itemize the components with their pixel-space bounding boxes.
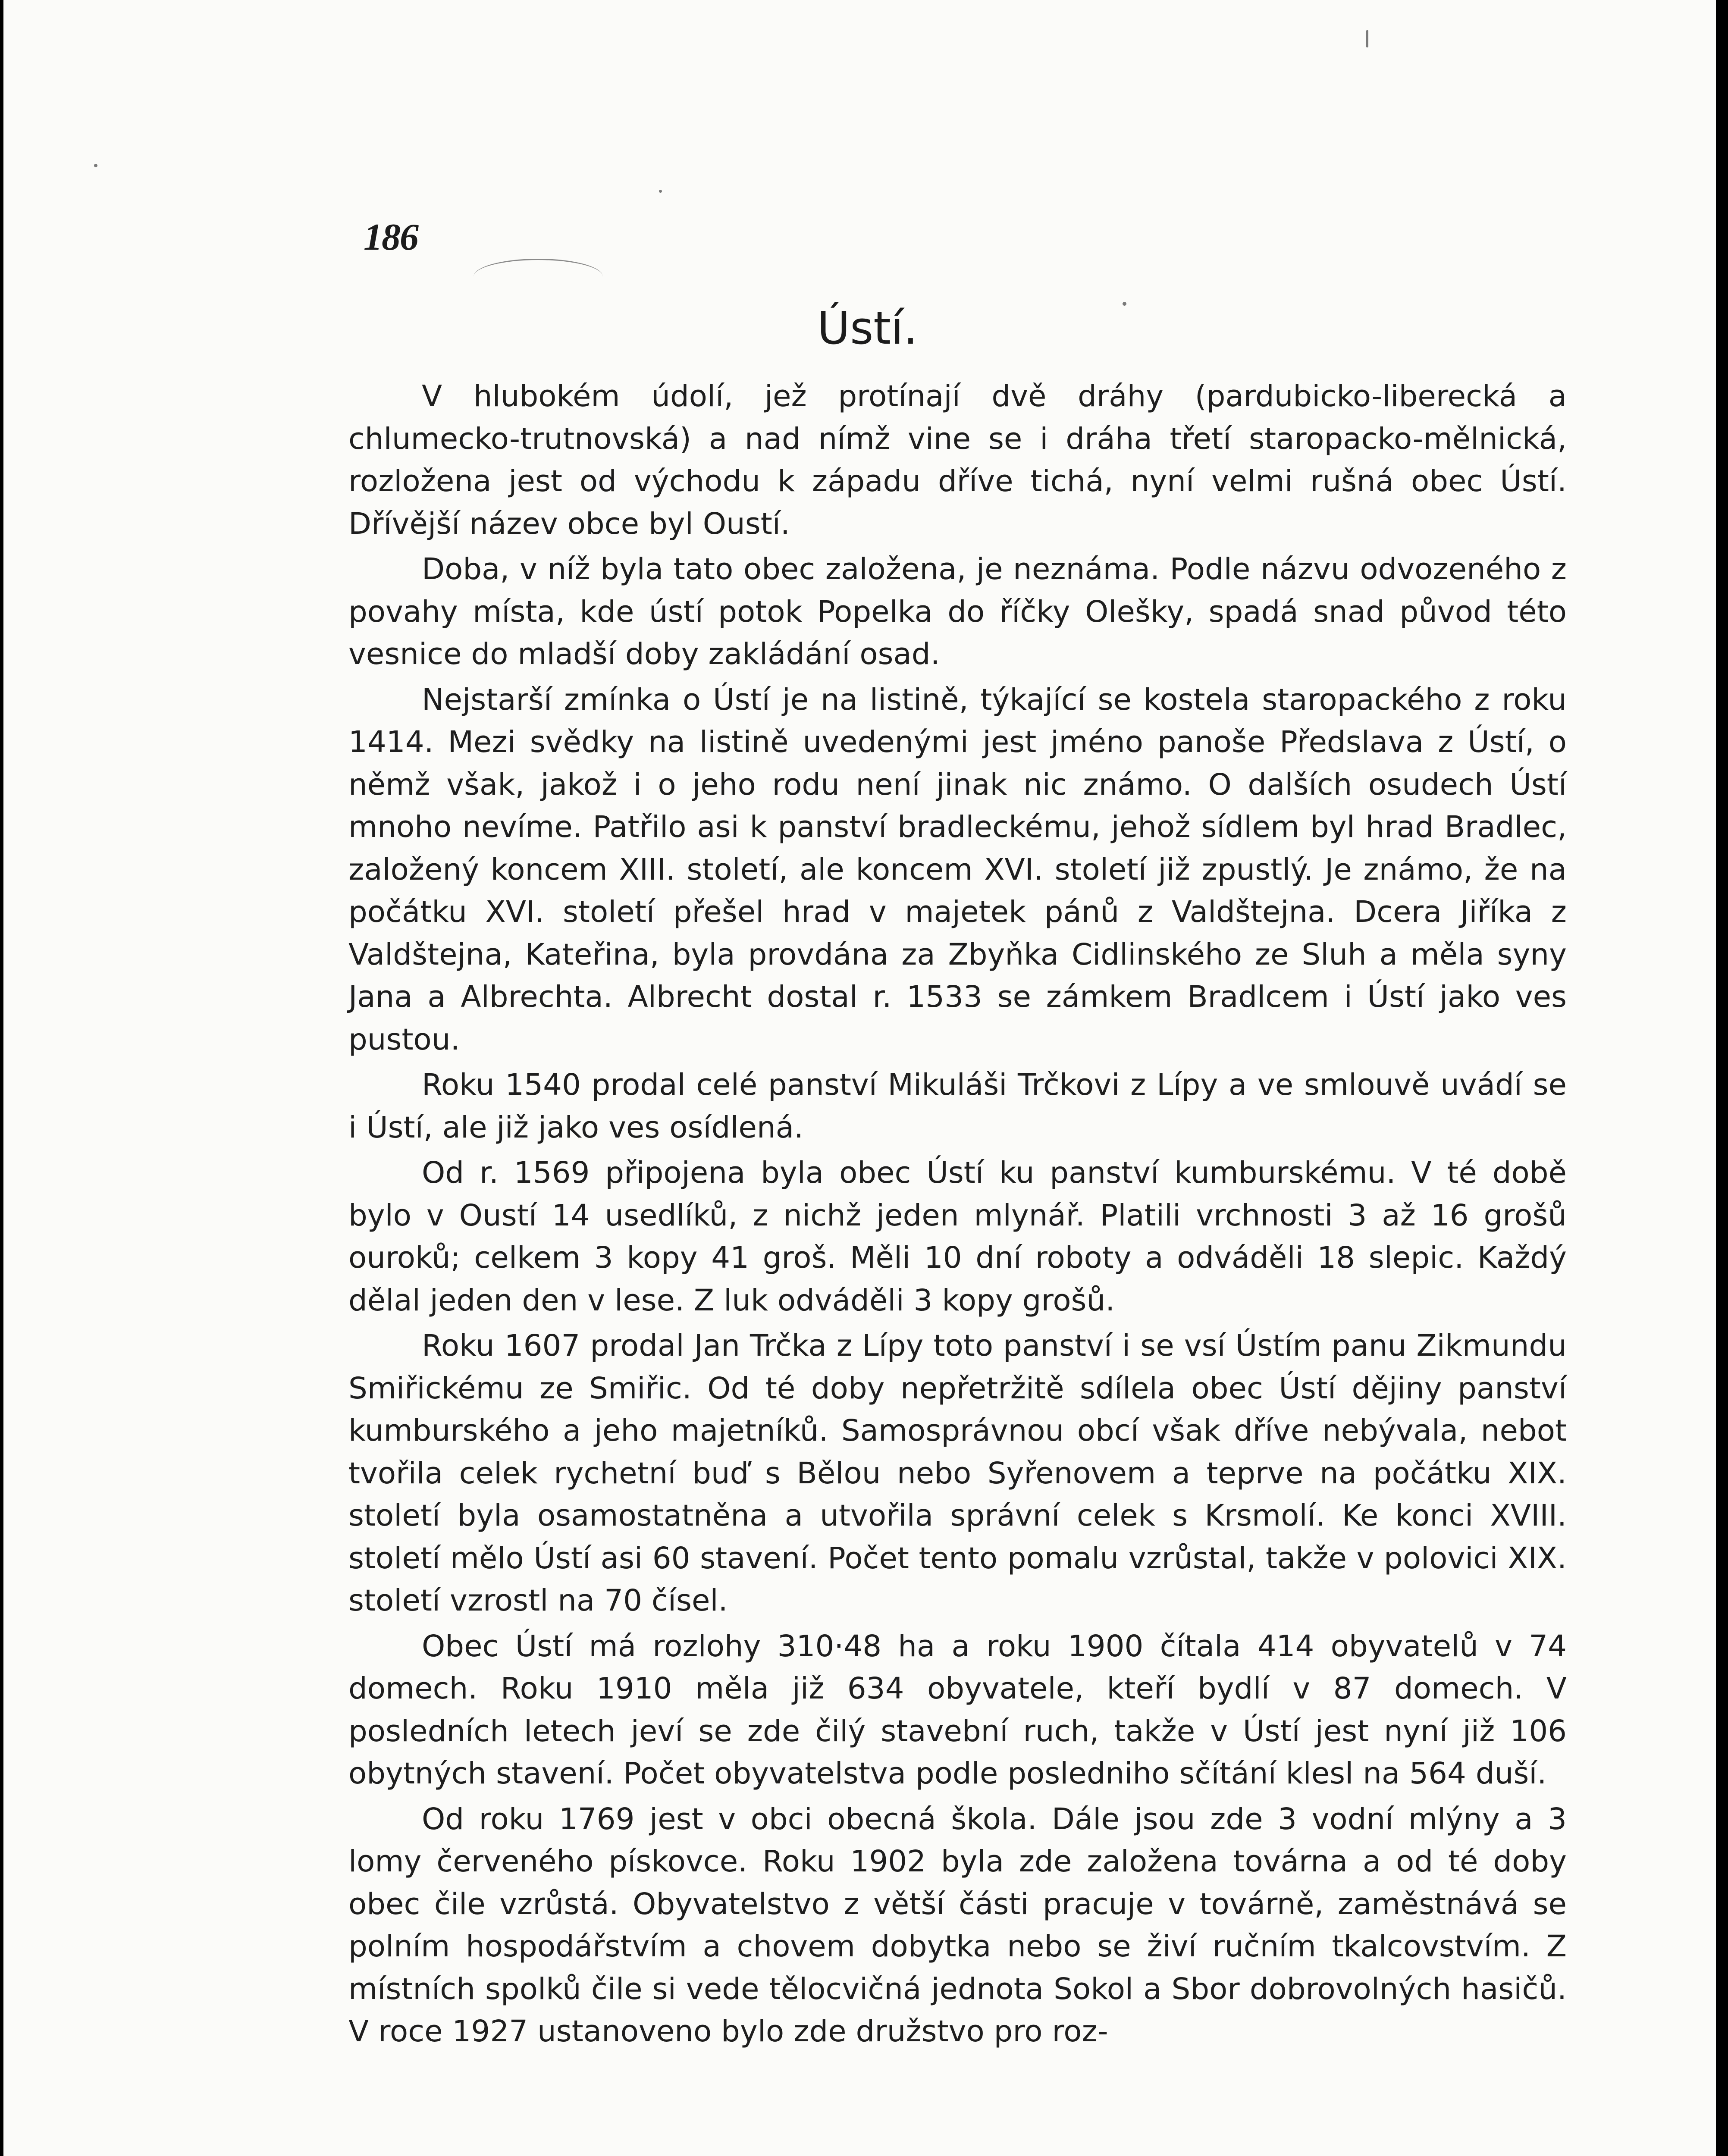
paragraph: Doba, v níž byla tato obec založena, je neznáma. Podle názvu odvozeného z povahy místa, kde ústí potok Popelka do říčky Olešky, spadá snad původ této vesnice do mladší doby zakládání osad.	[348, 552, 1567, 671]
article-body	[348, 375, 1567, 2056]
page-number: 186	[364, 216, 418, 258]
paragraph: Roku 1607 prodal Jan Trčka z Lípy toto panství i se vsí Ústím panu Zikmundu Smiřickému ze Smiřic. Od té doby nepřetržitě sdílela obec Ústí dějiny panství kumburského a jeho majetníků. Samosprávnou obcí však dříve nebývala, nebot tvořila celek rychetní buď s Bělou nebo Syřenovem a teprve na počátku XIX. století byla osamostatněna a utvořila správní celek s Krsmolí. Ke konci XVIII. století mělo Ústí asi 60 stavení. Počet tento pomalu vzrůstal, takže v polovici XIX. století vzrostl na 70 čísel.	[348, 1329, 1567, 1618]
scan-smudge	[474, 259, 603, 295]
scan-border	[1716, 0, 1728, 2156]
paragraph: Obec Ústí má rozlohy 310·48 ha a roku 1900 čítala 414 obyvatelů v 74 domech. Roku 1910 měla již 634 obyvatele, kteří bydlí v 87 domech. V posledních letech jeví se zde čilý stavební ruch, takže v Ústí jest nyní již 106 obytných stavení. Počet obyvatelstva podle posledniho sčítání klesl na 564 duší.	[348, 1629, 1567, 1791]
scan-speck	[659, 190, 662, 193]
page-title: Ústí.	[817, 302, 918, 354]
paragraph: Od r. 1569 připojena byla obec Ústí ku panství kumburskému. V té době bylo v Oustí 14 usedlíků, z nichž jeden mlynář. Platili vrchnosti 3 až 16 grošů ouroků; celkem 3 kopy 41 groš. Měli 10 dní roboty a odváděli 18 slepic. Každý dělal jeden den v lese. Z luk odváděli 3 kopy grošů.	[348, 1156, 1567, 1318]
paragraph: Od roku 1769 jest v obci obecná škola. Dále jsou zde 3 vodní mlýny a 3 lomy červeného pískovce. Roku 1902 byla zde založena továrna a od té doby obec čile vzrůstá. Obyvatelstvo z větší části pracuje v továrně, zaměstnává se polním hospodářstvím a chovem dobytka nebo se živí ručním tkalcovstvím. Z místních spolků čile si vede tělocvičná jednota Sokol a Sbor dobrovolných hasičů. V roce 1927 ustanoveno bylo zde družstvo pro roz-	[348, 1802, 1567, 2049]
paragraph: V hlubokém údolí, jež protínají dvě dráhy (pardubicko-liberecká a chlumecko-trutnovská) a nad nímž vine se i dráha třetí staropacko-mělnická, rozložena jest od východu k západu dříve tichá, nyní velmi rušná obec Ústí. Dřívější název obce byl Oustí.	[348, 379, 1567, 541]
scan-speck	[94, 164, 97, 167]
scanned-page	[3, 0, 1720, 2156]
paragraph: Nejstarší zmínka o Ústí je na listině, týkající se kostela staropackého z roku 1414. Mezi svědky na listině uvedenými jest jméno panoše Předslava z Ústí, o němž však, jakož i o jeho rodu není jinak nic známo. O dalších osudech Ústí mnoho nevíme. Patřilo asi k panství bradleckému, jehož sídlem byl hrad Bradlec, založený koncem XIII. století, ale koncem XVI. století již zpustlý. Je známo, že na počátku XVI. století přešel hrad v majetek pánů z Valdštejna. Dcera Jiříka z Valdštejna, Kateřina, byla provdána za Zbyňka Cidlinského ze Sluh a měla syny Jana a Albrechta. Albrecht dostal r. 1533 se zámkem Bradlcem i Ústí jako ves pustou.	[348, 682, 1567, 1057]
paragraph: Roku 1540 prodal celé panství Mikuláši Trčkovi z Lípy a ve smlouvě uvádí se i Ústí, ale již jako ves osídlená.	[348, 1068, 1567, 1145]
scan-speck	[1366, 30, 1368, 47]
